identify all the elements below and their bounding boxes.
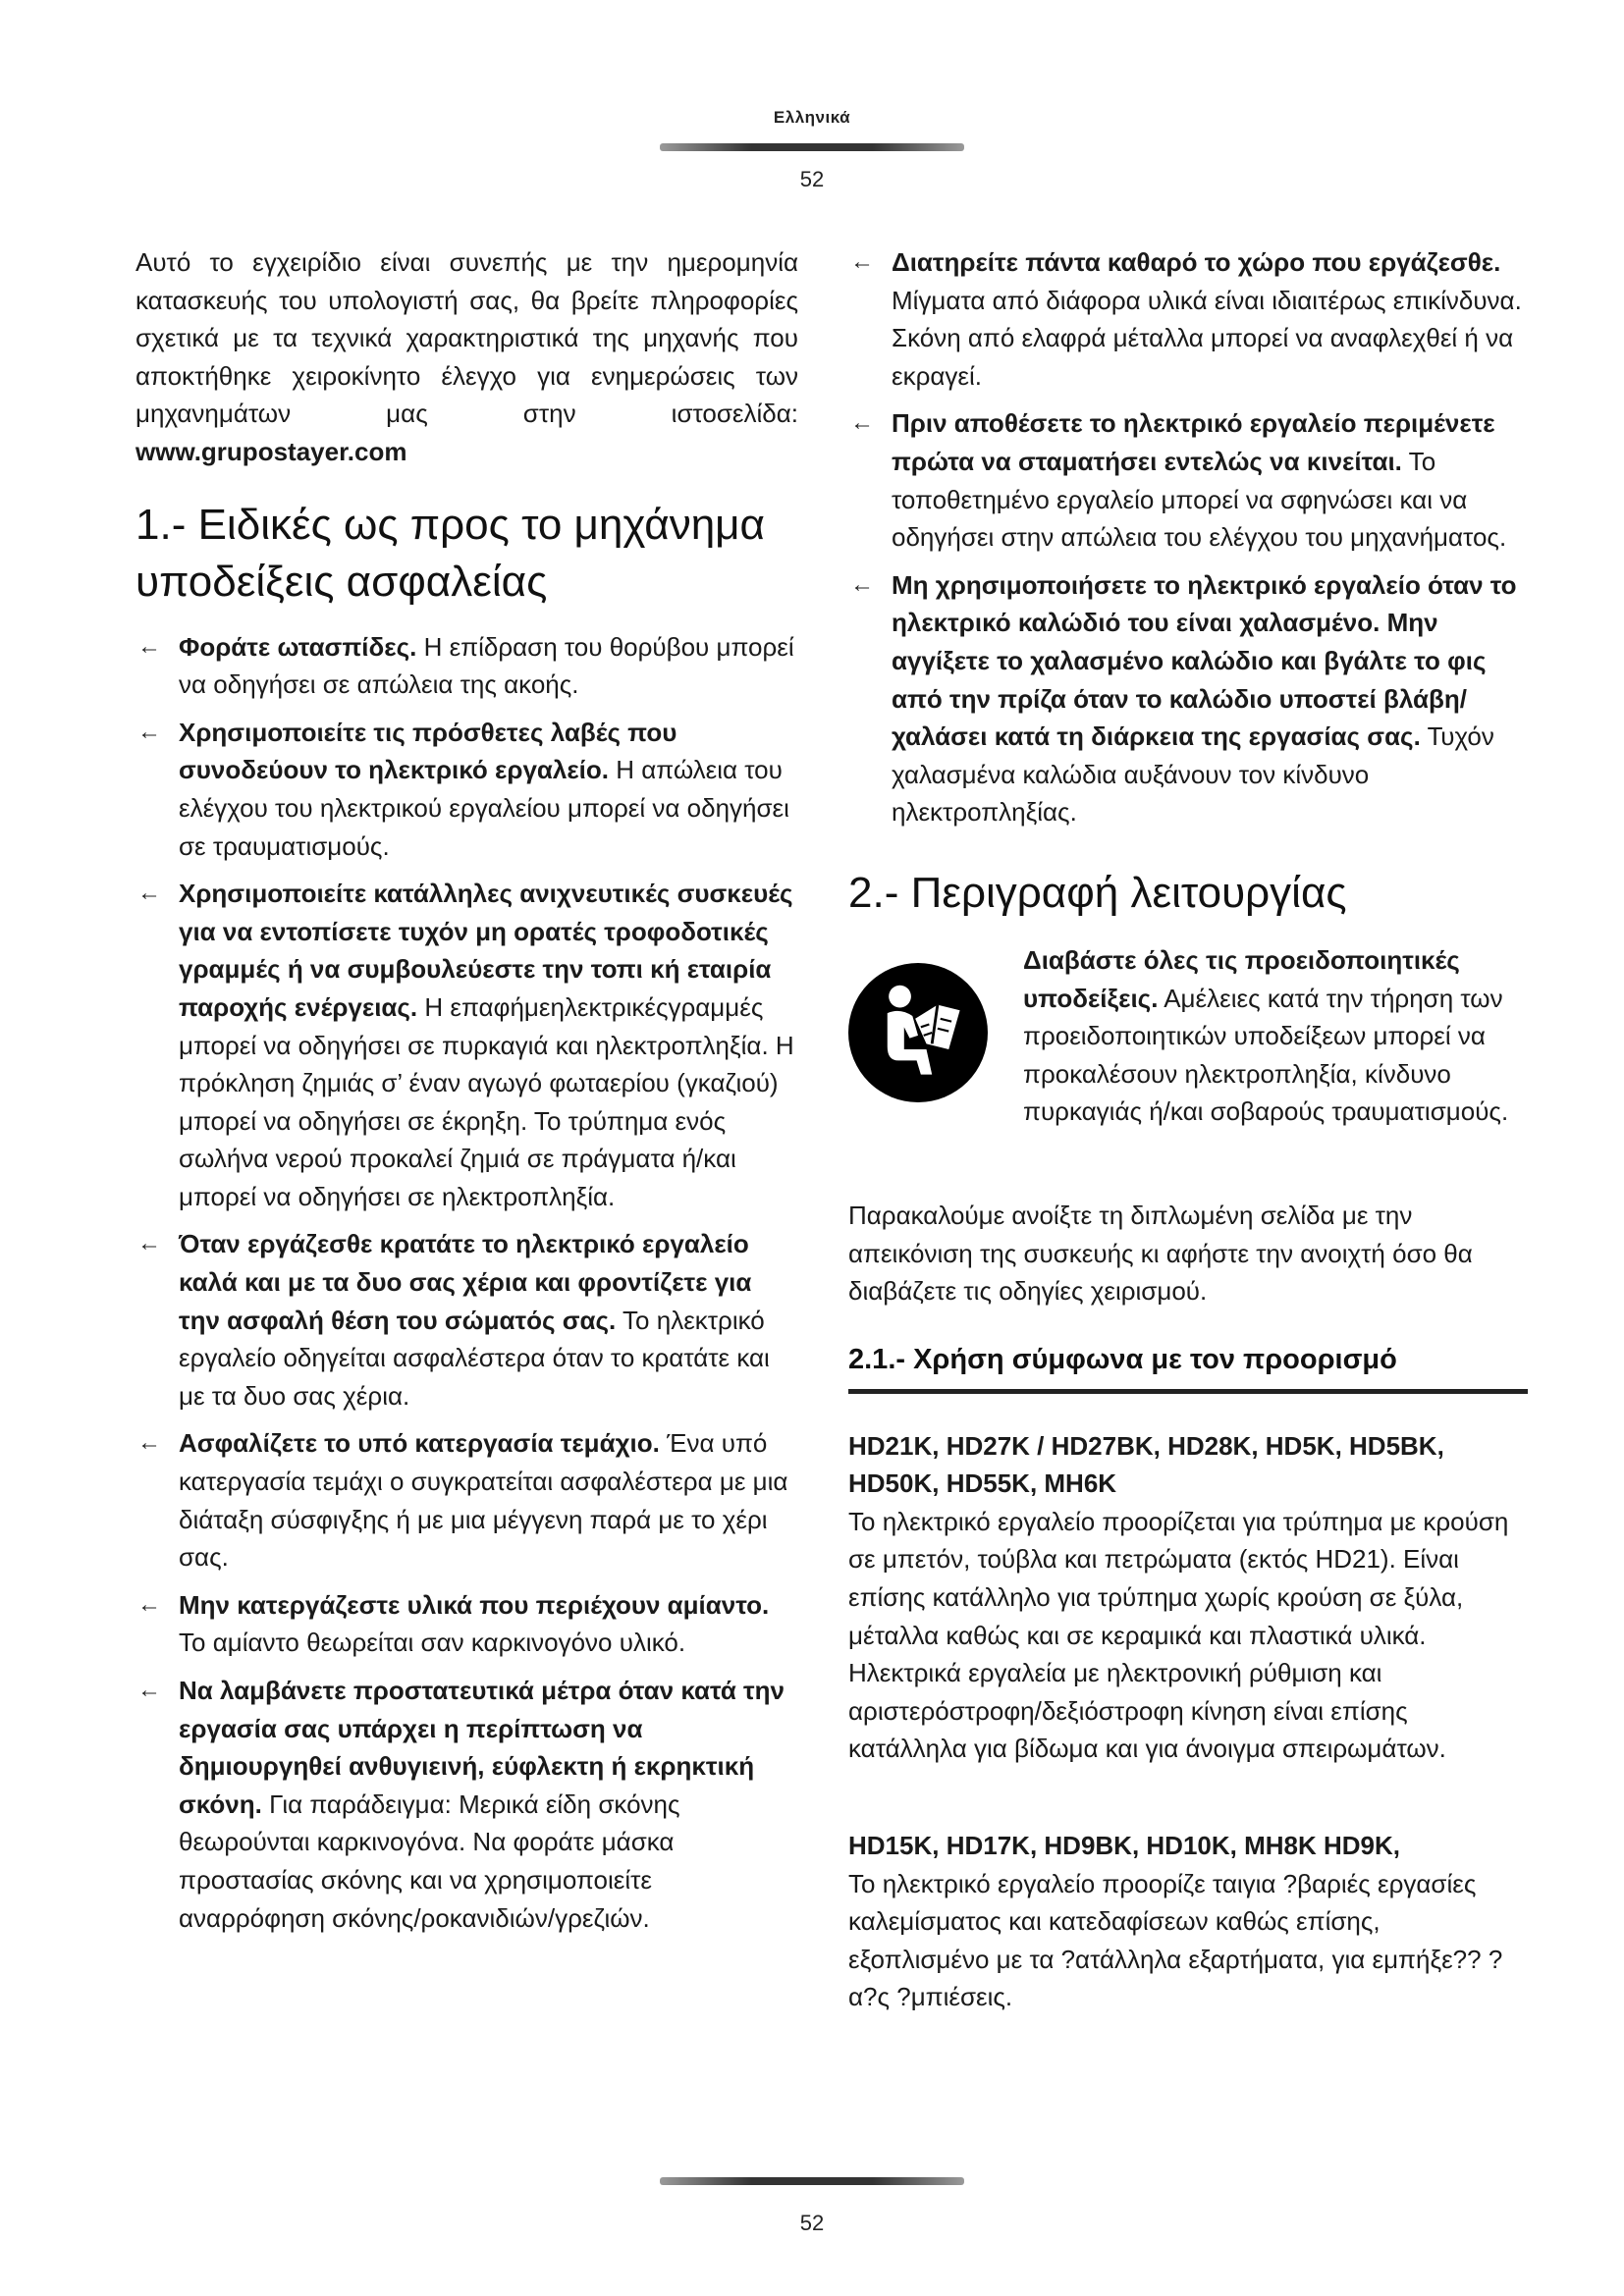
- header-rule: [660, 143, 964, 151]
- item-text: Για παράδειγμα: Μερικά είδη σκόνης θεωρούνται καρκινογόνα. Να φοράτε μάσκα προστασίας σκόνης και να χρησιμοποιείτε αναρρόφηση σκόνης/ροκανιδιών/γρεζιών.: [179, 1789, 680, 1933]
- arrow-left-icon: ←: [137, 1590, 161, 1618]
- footer-page-number: 52: [799, 2211, 825, 2235]
- arrow-left-icon: ←: [137, 718, 161, 745]
- list-item: [135, 875, 798, 1215]
- item-bold: Χρησιμοποιείτε κατάλληλες ανιχνευτικές συσκευές για να εντοπίσετε τυχόν μη ορατές τροφοδοτικές γραμμές ή να συμβουλεύεστε την τοπι κή εταιρία παροχής ενέργειας.: [179, 879, 793, 1022]
- item-bold: Να λαμβάνετε προστατευτικά μέτρα όταν κατά την εργασία σας υπάρχει η περίπτωση να δημιουργηθεί ανθυγιεινή, εύφλεκτη ή εκρηκτική σκόνη.: [179, 1676, 785, 1819]
- item-bold: Μη χρησιμοποιήσετε το ηλεκτρικό εργαλείο όταν το ηλεκτρικό καλώδιό του είναι χαλασμένο. Μην αγγίξετε το χαλασμένο καλώδιο και βγάλτε το φις από την πρίζα όταν το καλώδιο υποστεί βλάβη/χαλάσει κατά τη διάρκεια της εργασίας σας.: [892, 569, 1517, 752]
- item-text: Η επίδραση του θορύβου μπορεί να οδηγήσει σε απώλεια της ακοής.: [179, 631, 794, 700]
- item-bold: Φοράτε ωτασπίδες.: [179, 631, 417, 662]
- header-page-number: 52: [799, 167, 825, 191]
- item-text: Η επαφήμεηλεκτρικέςγραμμές μπορεί να οδηγήσει σε πυρκαγιά και ηλεκτροπληξία. Η πρόκληση ζημιάς σ’ έναν αγωγό φωταερίου (γκαζιού) μπορεί να οδηγήσει σε έκρηξη. Το τρύπημα ενός σωλήνα νερού προκαλεί ζημιά σε πράγματα ή/και μπορεί να οδηγήσει σε ηλεκτροπληξία.: [179, 991, 794, 1211]
- arrow-left-icon: ←: [137, 1677, 161, 1703]
- item-bold: Πριν αποθέσετε το ηλεκτρικό εργαλείο περιμένετε πρώτα να σταματήσει εντελώς να κινείται.: [892, 408, 1495, 476]
- item-text: Το τοποθετημένο εργαλείο μπορεί να σφηνώσει και να οδηγήσει στην απώλεια του ελέγχου του μηχανήματος.: [892, 446, 1507, 553]
- section2-1-title: 2.1.- Χρήση σύμφωνα με τον προορισμό: [848, 1340, 1528, 1394]
- item-text: Το αμίαντο θεωρείται σαν καρκινογόνο υλικό.: [179, 1628, 686, 1658]
- item-bold: Χρησιμοποιείτε τις πρόσθετες λαβές που συνοδεύουν το ηλεκτρικό εργαλείο.: [179, 717, 677, 785]
- intro-text: Αυτό το εγχειρίδιο είναι συνεπής με την ημερομηνία κατασκευής του υπολογιστή σας, θα βρείτε πληροφορίες σχετικά με τα τεχνικά χαρακτηριστικά της μηχανής που αποκτήθηκε χειροκίνητο έλεγχο για ενημερώσεις των μηχανημάτων μας στην ιστοσελίδα:: [135, 247, 798, 429]
- list-item: [135, 628, 798, 704]
- item-text: Το ηλεκτρικό εργαλείο οδηγείται ασφαλέστερα όταν το κρατάτε και με τα δυο σας χέρια.: [179, 1305, 770, 1411]
- read-manual-icon: [848, 963, 988, 1102]
- website-link[interactable]: www.grupostayer.com: [135, 436, 407, 466]
- read-instructions-text: [1023, 941, 1528, 1131]
- left-column: [135, 243, 798, 1947]
- arrow-left-icon: ←: [137, 1230, 161, 1257]
- arrow-left-icon: ←: [137, 1429, 161, 1457]
- fold-page-note: Παρακαλούμε ανοίξτε τη διπλωμένη σελίδα με την απεικόνιση της συσκευής κι αφήστε την ανοιχτή όσο θα διαβάζετε τις οδηγίες χειρισμού.: [848, 1200, 1473, 1307]
- footer-rule: [660, 2177, 964, 2185]
- safety-list: [135, 628, 798, 1938]
- safety-list-continued: [848, 243, 1528, 831]
- list-item: [135, 1586, 798, 1662]
- language-label: Ελληνικά: [773, 108, 851, 127]
- section1-title: 1.- Ειδικές ως προς το μηχάνημα υποδείξεις ασφαλείας: [135, 500, 765, 606]
- arrow-left-icon: ←: [850, 248, 874, 275]
- model-group-2: HD15K, HD17K, HD9BK, HD10K, MH8K HD9K,: [848, 1831, 1401, 1861]
- list-item: [848, 243, 1528, 395]
- item-bold: Ασφαλίζετε το υπό κατεργασία τεμάχιο.: [179, 1428, 660, 1459]
- arrow-left-icon: ←: [137, 632, 161, 660]
- intro-paragraph: [135, 243, 798, 471]
- arrow-left-icon: ←: [850, 570, 874, 598]
- page-header: [0, 108, 1624, 192]
- item-text: Ένα υπό κατεργασία τεμάχι ο συγκρατείται ασφαλέστερα με μια διάταξη σύσφιγξης ή με μια μέγγενη παρά με το χέρι σας.: [179, 1428, 788, 1573]
- list-item: [135, 714, 798, 865]
- arrow-left-icon: ←: [137, 880, 161, 907]
- right-column: [848, 243, 1528, 2016]
- item-text: Η απώλεια του ελέγχου του ηλεκτρικού εργαλείου μπορεί να οδηγήσει σε τραυματισμούς.: [179, 755, 789, 861]
- read-bold: Διαβάστε όλες τις προειδοποιητικές υποδείξεις.: [1023, 944, 1460, 1013]
- list-item: [135, 1225, 798, 1415]
- list-item: [135, 1672, 798, 1937]
- section2-title: 2.- Περιγραφή λειτουργίας: [848, 868, 1347, 917]
- model-group-1-text: Το ηλεκτρικό εργαλείο προορίζεται για τρύπημα με κρούση σε μπετόν, τούβλα και πετρώματα (εκτός HD21). Είναι επίσης κατάλληλο για τρύπημα χωρίς κρούση σε ξύλα, μέταλλα καθώς και σε κεραμικά και πλαστικά υλικά. Ηλεκτρικά εργαλεία με ηλεκτρονική ρύθμιση και αριστερόστροφη/δεξιόστροφη κίνηση είναι επίσης κατάλληλα για βίδωμα και για άνοιγμα σπειρωμάτων.: [848, 1506, 1509, 1764]
- arrow-left-icon: ←: [850, 409, 874, 437]
- item-text: Τυχόν χαλασμένα καλώδια αυξάνουν τον κίνδυνο ηλεκτροπληξίας.: [892, 721, 1494, 828]
- item-bold: Διατηρείτε πάντα καθαρό το χώρο που εργάζεσθε.: [892, 247, 1501, 277]
- model-group-2-text: Το ηλεκτρικό εργαλείο προορίζε ταιγια ?βαριές εργασίες καλεμίσματος και κατεδαφίσεων καθώς επίσης, εξοπλισμένο με τα ?ατάλληλα εξαρτήματα, για εμπήξε?? ?α?ς ?μπιέσεις.: [848, 1868, 1503, 2012]
- model-group-1: HD21K, HD27K / HD27BK, HD28K, HD5K, HD5BK, HD50K, HD55K, MH6K: [848, 1430, 1444, 1499]
- list-item: [848, 404, 1528, 556]
- item-bold: Μην κατεργάζεστε υλικά που περιέχουν αμίαντο.: [179, 1589, 770, 1620]
- list-item: [848, 566, 1528, 831]
- page-footer: [0, 2177, 1624, 2236]
- item-bold: Όταν εργάζεσθε κρατάτε το ηλεκτρικό εργαλείο καλά και με τα δυο σας χέρια και φροντίζετε για την ασφαλή θέση του σώματός σας.: [179, 1229, 752, 1335]
- read-body: Αμέλειες κατά την τήρηση των προειδοποιητικών υποδείξεων μπορεί να προκαλέσουν ηλεκτροπληξία, κίνδυνο πυρκαγιάς ή/και σοβαρούς τραυματισμούς.: [1023, 983, 1509, 1127]
- list-item: [135, 1424, 798, 1575]
- item-text: Μίγματα από διάφορα υλικά είναι ιδιαιτέρως επικίνδυνα. Σκόνη από ελαφρά μέταλλα μπορεί να αναφλεχθεί ή να εκραγεί.: [892, 285, 1522, 391]
- read-instructions-block: [848, 941, 1528, 1185]
